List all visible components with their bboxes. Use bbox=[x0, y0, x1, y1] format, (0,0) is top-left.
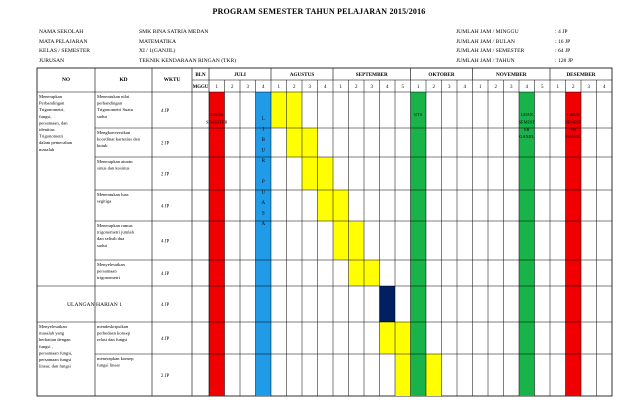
month-4: NOVEMBER bbox=[495, 72, 527, 78]
progress-cell-14 bbox=[395, 354, 411, 396]
week-1-2: 3 bbox=[308, 85, 311, 90]
week-1-3: 4 bbox=[324, 85, 327, 90]
week-2-3: 4 bbox=[386, 85, 389, 90]
week-3-0: 1 bbox=[417, 85, 420, 90]
week-5-2: 3 bbox=[587, 85, 590, 90]
week-2-4: 5 bbox=[401, 85, 404, 90]
week-2-0: 1 bbox=[339, 85, 342, 90]
progress-cell-13 bbox=[395, 322, 411, 354]
page-title: PROGRAM SEMESTER TAHUN PELAJARAN 2015/2016 bbox=[212, 7, 426, 16]
info-right-label-2: JUMLAH JAM / SEMESTER bbox=[456, 48, 525, 54]
month-1: AGUSTUS bbox=[289, 72, 315, 78]
kd-0-5-0: Menyelesaikan bbox=[97, 262, 125, 267]
info-right-value-3: : 128 JP bbox=[555, 57, 574, 64]
objective-0-5: identitas bbox=[39, 127, 55, 132]
info-left-label-2: KELAS / SEMESTER bbox=[39, 48, 90, 54]
kd-2-0-2: relasi dan fungsi bbox=[97, 337, 128, 343]
month-5: DESEMBER bbox=[566, 72, 596, 78]
info-right-value-1: : 16 JP bbox=[555, 38, 571, 45]
week-1-1: 2 bbox=[293, 85, 296, 90]
week-4-1: 2 bbox=[494, 85, 497, 90]
kd-0-2-0: Menerapkan aturan bbox=[97, 159, 133, 164]
kd-0-2-1: sinus dan kosinus bbox=[97, 165, 130, 171]
event-label-0-1: SEMESTER bbox=[206, 119, 228, 125]
progress-cell-9 bbox=[349, 221, 365, 260]
event-label-1-9: S bbox=[261, 211, 265, 217]
progress-cell-3 bbox=[302, 128, 318, 157]
info-left-value-3: TEKNIK KENDARAAN RINGAN (TKR) bbox=[139, 57, 237, 64]
info-left-label-0: NAMA SEKOLAH bbox=[39, 29, 84, 35]
week-0-0: 1 bbox=[215, 85, 218, 90]
info-left-value-1: MATEMATIKA bbox=[139, 38, 176, 45]
header-kd: KD bbox=[119, 77, 128, 83]
kd-2-0-1: perbedaan konsep bbox=[97, 330, 131, 336]
progress-cell-12 bbox=[380, 322, 396, 354]
span-label-1: ULANGAN HARIAN 1 bbox=[66, 302, 123, 308]
info-right-label-1: JUMLAH JAM / BULAN bbox=[456, 38, 515, 45]
progress-cell-15 bbox=[426, 354, 442, 396]
event-label-1-10: A bbox=[261, 222, 266, 227]
wktu-0-4: 4 JP bbox=[161, 239, 170, 245]
wktu-0-5: 4 JP bbox=[161, 272, 170, 277]
info-left-value-0: SMK BINA SATRIA MEDAN bbox=[139, 29, 209, 35]
wktu-2-0: 4 JP bbox=[161, 337, 170, 342]
progress-cell-11 bbox=[364, 260, 380, 286]
event-label-1-0: L bbox=[261, 117, 265, 122]
header-no: NO bbox=[61, 77, 71, 83]
event-label-4-3: GANJIL bbox=[565, 134, 581, 140]
kd-0-5-2: trigonometri bbox=[97, 275, 120, 281]
progress-cell-7 bbox=[333, 190, 349, 221]
week-0-2: 3 bbox=[246, 85, 249, 90]
objective-0-7: dalam pemecahan bbox=[39, 140, 73, 146]
info-left-label-1: MATA PELAJARAN bbox=[39, 38, 88, 45]
kd-0-0-1: perbandingan bbox=[97, 100, 123, 106]
week-0-1: 2 bbox=[231, 85, 234, 90]
kd-0-0-3: sudut bbox=[97, 113, 107, 119]
progress-cell-0 bbox=[271, 92, 287, 128]
wktu-1-0: 4 JP bbox=[161, 303, 170, 308]
event-label-3-3: GANJIL bbox=[519, 134, 535, 140]
header-bln: BLN bbox=[195, 73, 206, 78]
kd-0-4-3: sudut bbox=[97, 242, 107, 248]
info-right-value-0: : 4 JP bbox=[555, 29, 568, 35]
week-1-0: 1 bbox=[277, 85, 280, 90]
info-right-value-2: : 64 JP bbox=[555, 48, 571, 54]
progress-cell-4 bbox=[302, 157, 318, 190]
month-3: OKTOBER bbox=[428, 72, 455, 78]
objective-2-0: Menyelesaikan bbox=[39, 324, 67, 329]
week-2-2: 3 bbox=[370, 85, 373, 90]
objective-2-3: fungsi , bbox=[39, 343, 53, 349]
week-3-3: 4 bbox=[463, 85, 466, 90]
kd-0-3-0: Menentukan luas bbox=[97, 192, 129, 197]
kd-0-0-0: Menentukan nilai bbox=[97, 94, 130, 99]
week-4-0: 1 bbox=[479, 85, 482, 90]
kd-0-3-1: segitiga bbox=[97, 198, 112, 204]
week-3-1: 2 bbox=[432, 85, 435, 90]
wktu-2-1: 2 JP bbox=[161, 374, 170, 379]
info-right-label-3: JUMLAH JAM / TAHUN bbox=[456, 57, 515, 64]
info-left-value-2: XI / 1(GANJIL) bbox=[139, 48, 176, 54]
event-label-1-2: B bbox=[261, 138, 265, 143]
week-0-3: 4 bbox=[262, 85, 265, 90]
objective-0-2: Trigonometri, bbox=[39, 107, 65, 113]
info-right-label-0: JUMLAH JAM / MINGGU bbox=[456, 29, 519, 35]
week-4-4: 5 bbox=[541, 85, 544, 90]
week-5-3: 4 bbox=[603, 85, 606, 90]
progress-cell-8 bbox=[333, 221, 349, 260]
objective-2-5: persamaan fungsi bbox=[39, 357, 72, 362]
progress-cell-10 bbox=[349, 260, 365, 286]
week-5-0: 1 bbox=[556, 85, 559, 90]
event-label-3-1: SEMEST bbox=[518, 119, 535, 125]
kd-0-1-0: Mengkonversikan bbox=[97, 130, 131, 135]
week-2-1: 2 bbox=[355, 85, 358, 90]
event-label-1-6: P bbox=[261, 180, 265, 185]
event-label-2-0: UTS bbox=[414, 112, 423, 117]
event-label-1-8: A bbox=[261, 201, 266, 206]
objective-0-8: masalah bbox=[39, 146, 55, 152]
progress-cell-6 bbox=[318, 190, 334, 221]
kd-2-1-0: menerapkan konsep bbox=[97, 356, 134, 361]
event-bar-2 bbox=[411, 92, 427, 396]
progress-cell-2 bbox=[287, 128, 303, 157]
event-label-3-2: ER bbox=[524, 126, 530, 132]
kd-2-0-0: mendeskripsikan bbox=[97, 324, 129, 329]
event-bar-0 bbox=[209, 92, 225, 396]
objective-0-1: Perbandingan bbox=[39, 100, 65, 106]
event-label-1-4: R bbox=[261, 159, 265, 164]
event-label-4-1: SEMEST bbox=[565, 119, 582, 125]
week-4-3: 4 bbox=[525, 85, 528, 90]
kd-0-4-2: dan selisih dua bbox=[97, 236, 125, 242]
month-2: SEPTEMBER bbox=[355, 72, 388, 78]
kd-0-1-2: kutub bbox=[97, 143, 108, 149]
objective-0-6: Trigonometri bbox=[39, 133, 64, 139]
event-label-4-2: ER bbox=[570, 126, 576, 132]
header-mggu: MGGU bbox=[192, 85, 209, 90]
week-5-1: 2 bbox=[572, 85, 575, 90]
month-0: JULI bbox=[234, 72, 246, 78]
objective-0-4: persamaan, dan bbox=[39, 120, 68, 126]
kd-0-1-1: koordinat kartesius dan bbox=[97, 136, 140, 142]
kd-2-1-1: fungsi linear bbox=[97, 362, 121, 368]
exam-cell bbox=[380, 286, 396, 322]
objective-2-1: masalah yang bbox=[39, 330, 65, 336]
wktu-0-3: 4 JP bbox=[161, 204, 170, 210]
objective-2-2: berkaitan dengan bbox=[39, 337, 71, 343]
progress-cell-1 bbox=[287, 92, 303, 128]
objective-2-6: linear, dan fungsi bbox=[39, 363, 71, 369]
kd-0-5-1: persamaan bbox=[97, 268, 117, 274]
event-label-1-7: U bbox=[261, 190, 266, 196]
kd-0-4-0: Menerapkan rumus bbox=[97, 223, 133, 228]
kd-0-4-1: trigonometri jumlah bbox=[97, 229, 134, 235]
event-label-4-0: LIBUR bbox=[566, 112, 580, 117]
header-wktu: WKTU bbox=[163, 77, 181, 83]
event-label-3-0: UJIAN bbox=[520, 112, 533, 117]
event-label-1-1: I bbox=[262, 127, 265, 133]
objective-2-4: persamaan fungsi, bbox=[39, 350, 73, 356]
event-label-1-3: U bbox=[261, 148, 266, 154]
week-4-2: 3 bbox=[510, 85, 513, 90]
wktu-0-0: 4 JP bbox=[161, 109, 170, 114]
objective-0-3: fungsi, bbox=[39, 113, 52, 119]
week-3-2: 3 bbox=[448, 85, 451, 90]
wktu-0-1: 2 JP bbox=[161, 141, 170, 147]
info-left-label-3: JURUSAN bbox=[39, 57, 65, 64]
kd-0-0-2: Trigonometri Suatu bbox=[97, 107, 133, 113]
wktu-0-2: 2 JP bbox=[161, 172, 170, 178]
progress-cell-5 bbox=[318, 157, 334, 190]
objective-0-0: Menerapkan bbox=[39, 94, 62, 99]
event-label-0-0: LIBUR bbox=[210, 112, 224, 117]
